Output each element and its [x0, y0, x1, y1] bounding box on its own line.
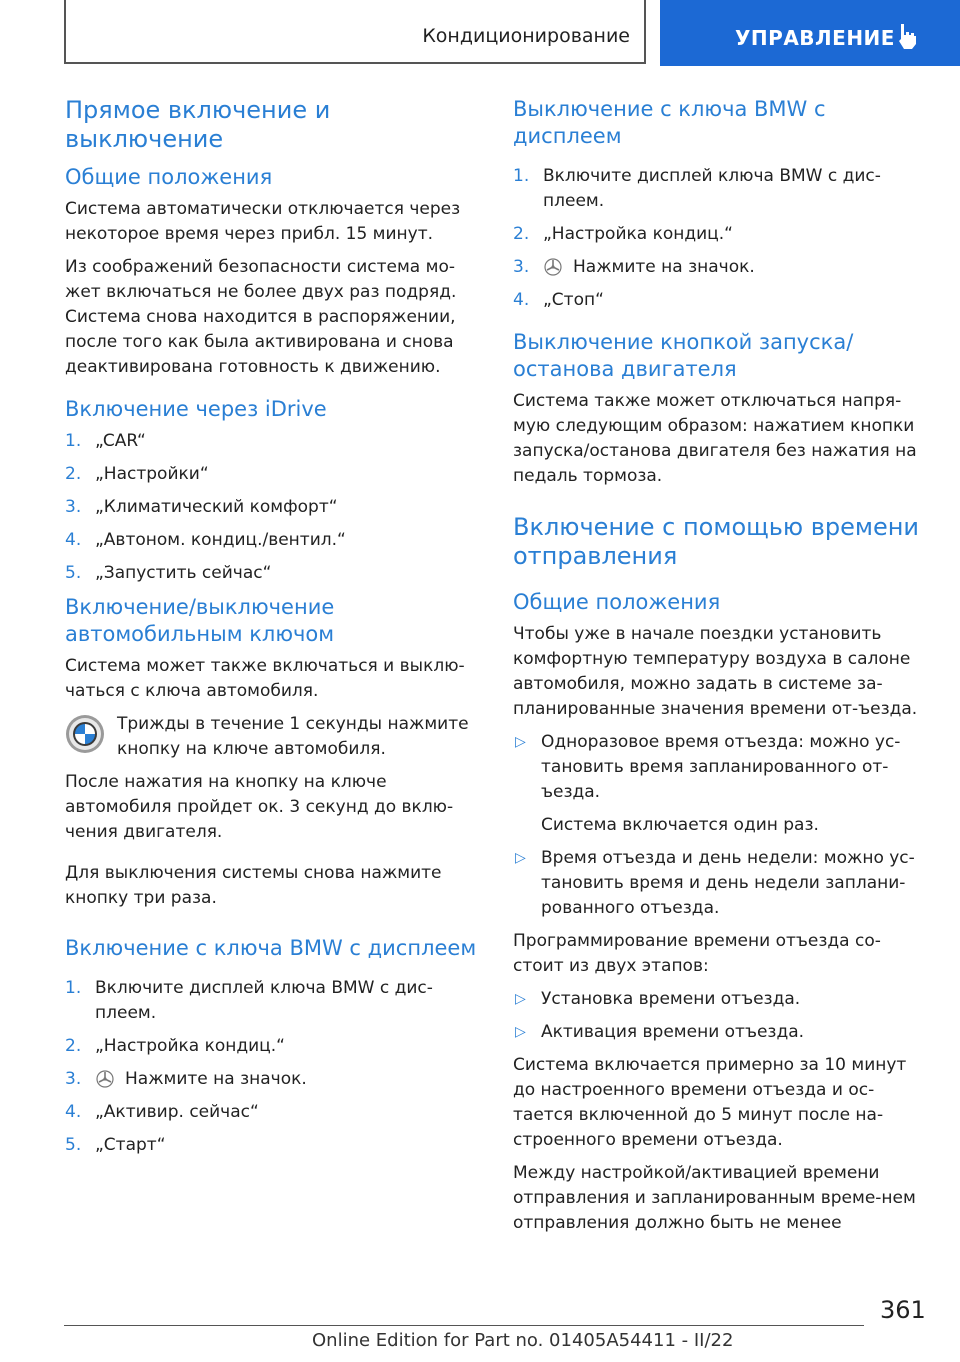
display-key-heading: Включение с ключа BMW с дисплеем — [65, 936, 477, 960]
list-item: 3. Нажмите на значок. — [513, 257, 755, 277]
departure-once-note: Система включается один раз. — [541, 815, 819, 835]
list-item: 1. „CAR“ — [65, 431, 146, 451]
page-number: 361 — [880, 1296, 926, 1324]
list-item: 1. Включите дисплей ключа BMW с дис-плеем. — [513, 166, 881, 211]
carkey-instruction — [65, 712, 480, 762]
off-display-heading: Выключение с ключа BMW с дисплеем — [513, 97, 826, 148]
section-header — [64, 0, 646, 64]
chapter-tab[interactable] — [660, 0, 960, 66]
left-column — [65, 96, 480, 1166]
direct-onoff-title: Прямое включение и выключение — [65, 96, 331, 153]
carkey-paragraph-3: Для выключения системы снова нажмите кнопку три раза. — [65, 863, 442, 908]
list-item: ▷ Установка времени отъезда. — [515, 989, 801, 1009]
general-paragraph-2: Из соображений безопасности система мо-жет включаться не более двух раз подряд. Система снова находится в распоряжении, после того как была активирована и снова деактивирована готовность к движению. — [65, 257, 457, 377]
section-title: Кондиционирование — [422, 25, 630, 47]
car-key-icon — [65, 714, 105, 754]
departure-paragraph-1: Чтобы уже в начале поездки установить комфортную температуру воздуха в салоне автомобиля, можно задать в системе за-планированные значения времени от-ъезда. — [513, 624, 918, 719]
departure-bullets-1 — [513, 730, 928, 805]
carkey-paragraph-1: Система может также включаться и выклю-чаться с ключа автомобиля. — [65, 656, 465, 701]
list-item: 3. Нажмите на значок. — [65, 1069, 307, 1089]
departure-bullets-3 — [513, 987, 928, 1045]
list-item: ▷ Активация времени отъезда. — [515, 1022, 805, 1042]
chapter-tab-label: УПРАВЛЕНИЕ — [735, 26, 895, 50]
list-item: 2. „Настройка кондиц.“ — [65, 1036, 285, 1056]
list-item: 5. „Старт“ — [65, 1135, 166, 1155]
carkey-heading: Включение/выключение автомобильным ключом — [65, 595, 335, 646]
pointing-hand-icon — [895, 22, 919, 50]
right-column — [513, 96, 928, 1244]
list-item: ▷ Одноразовое время отъезда: можно ус-тановить время запланированного от-ъезда. — [515, 732, 901, 802]
list-item: ▷ Время отъезда и день недели: можно ус-тановить время и день недели заплани-рованного отъезда. — [515, 848, 915, 918]
general-heading: Общие положения — [65, 165, 273, 189]
departure-general-heading: Общие положения — [513, 590, 721, 614]
list-item: 2. „Настройки“ — [65, 464, 209, 484]
list-item: 4. „Автоном. кондиц./вентил.“ — [65, 530, 346, 550]
departure-paragraph-3: Система включается примерно за 10 минут до настроенного времени отъезда и ос-тается включенной до 5 минут после на-строенного времени отъезда. — [513, 1055, 907, 1150]
climate-fan-icon — [95, 1069, 115, 1089]
departure-paragraph-2: Программирование времени отъезда со-стоит из двух этапов: — [513, 931, 881, 976]
carkey-paragraph-2: После нажатия на кнопку на ключе автомобиля пройдет ок. 3 секунд до вклю-чения двигателя. — [65, 772, 454, 842]
list-item: 1. Включите дисплей ключа BMW с дис-плеем. — [65, 978, 433, 1023]
list-item: 2. „Настройка кондиц.“ — [513, 224, 733, 244]
footer-divider — [64, 1325, 864, 1326]
list-item: 5. „Запустить сейчас“ — [65, 563, 272, 583]
display-key-steps — [65, 976, 480, 1158]
start-stop-paragraph: Система также может отключаться напря-мую следующим образом: нажатием кнопки запуска/останова двигателя без нажатия на педаль тормоза. — [513, 391, 917, 486]
idrive-heading: Включение через iDrive — [65, 397, 327, 421]
list-item: 4. „Активир. сейчас“ — [65, 1102, 259, 1122]
departure-bullets-2 — [513, 846, 928, 921]
start-stop-heading: Выключение кнопкой запуска/останова двигателя — [513, 330, 854, 381]
idrive-steps — [65, 429, 480, 586]
carkey-instruction-text: Трижды в течение 1 секунды нажмите кнопку на ключе автомобиля. — [117, 714, 469, 759]
off-display-steps — [513, 164, 928, 313]
departure-paragraph-4: Между настройкой/активацией времени отправления и запланированным време-нем отправления должно быть не менее — [513, 1163, 916, 1233]
list-item: 4. „Стоп“ — [513, 290, 604, 310]
general-paragraph-1: Система автоматически отключается через некоторое время через прибл. 15 минут. — [65, 199, 461, 244]
list-item: 3. „Климатический комфорт“ — [65, 497, 338, 517]
climate-fan-icon — [543, 257, 563, 277]
edition-footer: Online Edition for Part no. 01405A54411 - II/22 — [312, 1330, 734, 1351]
departure-title: Включение с помощью времени отправления — [513, 513, 920, 570]
